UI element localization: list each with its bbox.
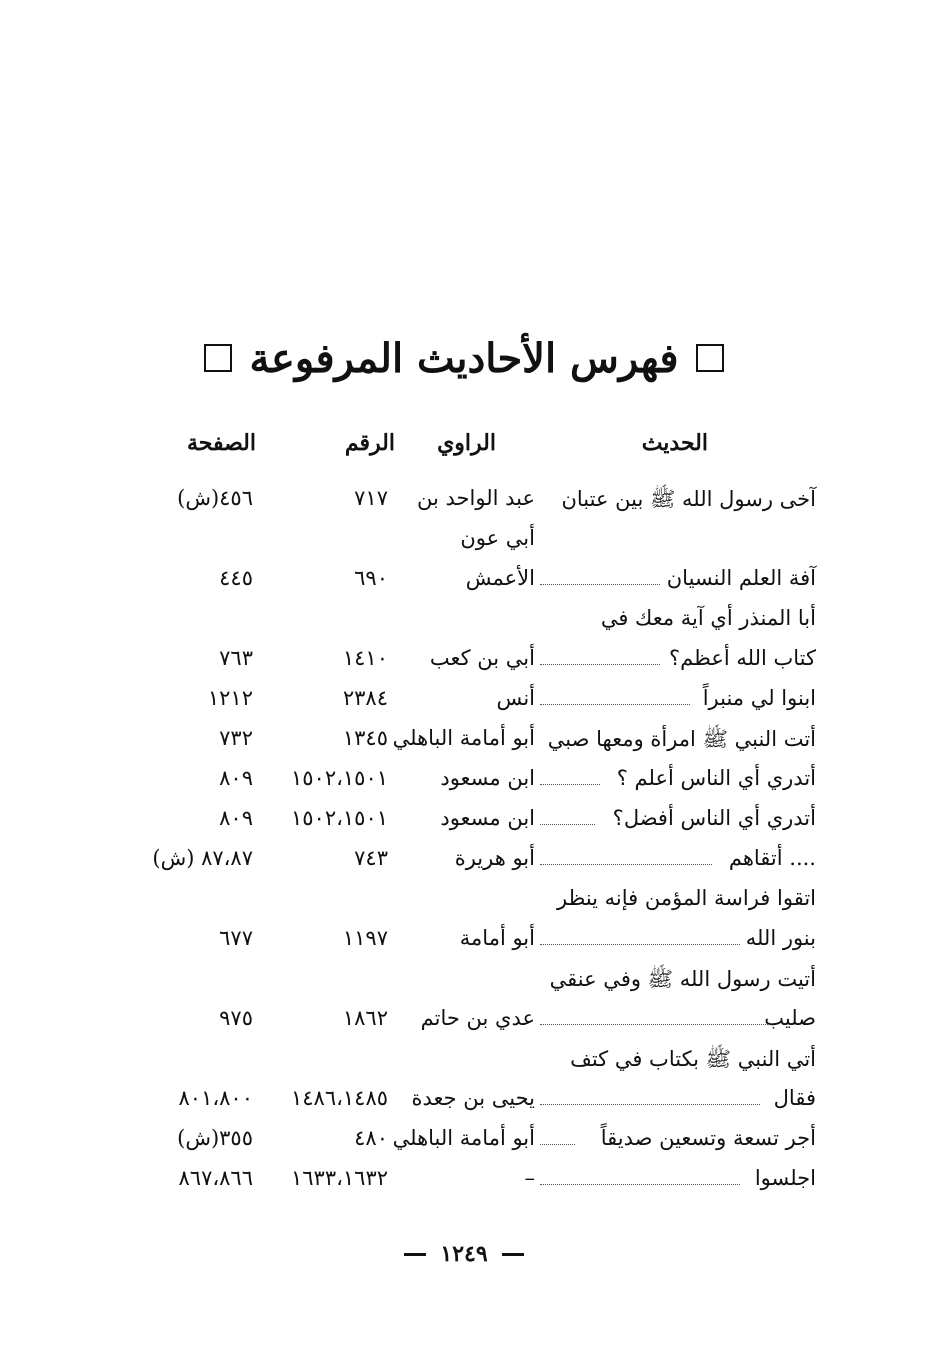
title-box-left (204, 344, 232, 372)
hadith-cell: اتقوا فراسة المؤمن فإنه ينظر (557, 886, 816, 910)
number-cell: ١٣٤٥ (342, 726, 388, 750)
table-row (0, 1120, 928, 1160)
table-row (0, 960, 928, 1000)
rawi-cell: الأعمش (465, 566, 535, 590)
rawi-cell: أنس (496, 686, 535, 710)
hadith-cell: آخى رسول الله ﷺ بين عتبان (561, 487, 816, 511)
number-cell: ١٤٨٦،١٤٨٥ (290, 1086, 388, 1110)
number-cell: ١٥٠٢،١٥٠١ (290, 806, 388, 830)
footer-dash-right (502, 1253, 524, 1256)
rawi-cell: – (524, 1166, 535, 1190)
page-title (0, 328, 928, 388)
header-rawi: الراوي (437, 430, 496, 456)
hadith-cell: أتدري أي الناس أفضل؟ (612, 806, 816, 830)
table-row (0, 880, 928, 920)
rawi-cell: ابن مسعود (440, 766, 535, 790)
hadith-cell: آفة العلم النسيان (666, 566, 816, 590)
table-row (0, 480, 928, 520)
table-row (0, 600, 928, 640)
page-cell: ٨٠٩ (219, 806, 253, 830)
rawi-cell: ابن مسعود (440, 806, 535, 830)
footer-dash-left (404, 1253, 426, 1256)
dotted-leader (540, 824, 595, 825)
number-cell: ١٨٦٢ (342, 1006, 388, 1030)
number-cell: ٦٩٠ (354, 566, 388, 590)
table-row (0, 800, 928, 840)
hadith-cell: أتدري أي الناس أعلم ؟ (616, 766, 816, 790)
table-row (0, 640, 928, 680)
dotted-leader (540, 584, 660, 585)
dotted-leader (540, 664, 660, 665)
rawi-cell: أبو هريرة (454, 846, 535, 870)
title-text: فهرس الأحاديث المرفوعة (249, 334, 679, 382)
dotted-leader (540, 1144, 575, 1145)
hadith-cell: أبا المنذر أي آية معك في (600, 606, 816, 630)
table-row (0, 920, 928, 960)
page-number: ١٢٤٩ (440, 1241, 488, 1267)
table-row (0, 720, 928, 760)
table-row (0, 1040, 928, 1080)
page-cell: ٤٥٦(ش) (177, 486, 253, 510)
number-cell: ١٦٣٣،١٦٣٢ (290, 1166, 388, 1190)
rawi-cell: أبو أمامة الباهلي (392, 726, 535, 750)
dotted-leader (540, 944, 740, 945)
page-cell: ٣٥٥(ش) (177, 1126, 253, 1150)
number-cell: ٤٨٠ (354, 1126, 388, 1150)
table-row (0, 520, 928, 560)
table-row (0, 760, 928, 800)
hadith-cell: أجر تسعة وتسعين صديقاً (600, 1126, 816, 1150)
table-row (0, 1160, 928, 1200)
page-cell: ١٢١٢ (207, 686, 253, 710)
page-cell: ٨٧،٨٧ (ش) (152, 846, 253, 870)
hadith-cell: فقال (773, 1086, 816, 1110)
rawi-cell: أبي بن كعب (429, 646, 535, 670)
index-table (0, 480, 928, 1200)
dotted-leader (540, 1024, 770, 1025)
number-cell: ٧٤٣ (354, 846, 388, 870)
dotted-leader (540, 1104, 760, 1105)
hadith-cell: بنور الله (745, 926, 816, 950)
page-cell: ٨٠١،٨٠٠ (178, 1086, 253, 1110)
column-headers (0, 430, 928, 470)
table-row (0, 840, 928, 880)
hadith-cell: ابنوا لي منبراً (702, 686, 816, 710)
table-row (0, 680, 928, 720)
title-box-right (696, 344, 724, 372)
hadith-cell: .... أتقاهم (728, 846, 816, 870)
rawi-cell: أبي عون (460, 526, 535, 550)
dotted-leader (540, 704, 690, 705)
number-cell: ٧١٧ (354, 486, 388, 510)
table-row (0, 1080, 928, 1120)
header-hadith: الحديث (641, 430, 708, 456)
hadith-cell: اجلسوا (754, 1166, 816, 1190)
number-cell: ٢٣٨٤ (342, 686, 388, 710)
hadith-cell: أتي النبي ﷺ بكتاب في كتف (570, 1047, 816, 1071)
rawi-cell: عبد الواحد بن (417, 486, 535, 510)
number-cell: ١٥٠٢،١٥٠١ (290, 766, 388, 790)
hadith-cell: صليب (764, 1006, 816, 1030)
hadith-cell: أتيت رسول الله ﷺ وفي عنقي (549, 967, 816, 991)
rawi-cell: عدي بن حاتم (420, 1006, 535, 1030)
page-cell: ٨٠٩ (219, 766, 253, 790)
page-cell: ٨٦٧،٨٦٦ (178, 1166, 253, 1190)
hadith-cell: أتت النبي ﷺ امرأة ومعها صبي (547, 727, 816, 751)
dotted-leader (540, 864, 712, 865)
page-cell: ٧٦٣ (219, 646, 253, 670)
dotted-leader (540, 784, 600, 785)
number-cell: ١٤١٠ (342, 646, 388, 670)
rawi-cell: أبو أمامة (459, 926, 535, 950)
page-cell: ٩٧٥ (219, 1006, 253, 1030)
page-cell: ٤٤٥ (219, 566, 253, 590)
hadith-cell: كتاب الله أعظم؟ (668, 646, 816, 670)
page-footer (0, 1236, 928, 1272)
rawi-cell: يحيى بن جعدة (411, 1086, 535, 1110)
page-cell: ٧٣٢ (219, 726, 253, 750)
header-page: الصفحة (186, 430, 256, 456)
header-num: الرقم (344, 430, 395, 456)
dotted-leader (540, 1184, 740, 1185)
table-row (0, 1000, 928, 1040)
rawi-cell: أبو أمامة الباهلي (392, 1126, 535, 1150)
page-cell: ٦٧٧ (219, 926, 253, 950)
number-cell: ١١٩٧ (342, 926, 388, 950)
table-row (0, 560, 928, 600)
